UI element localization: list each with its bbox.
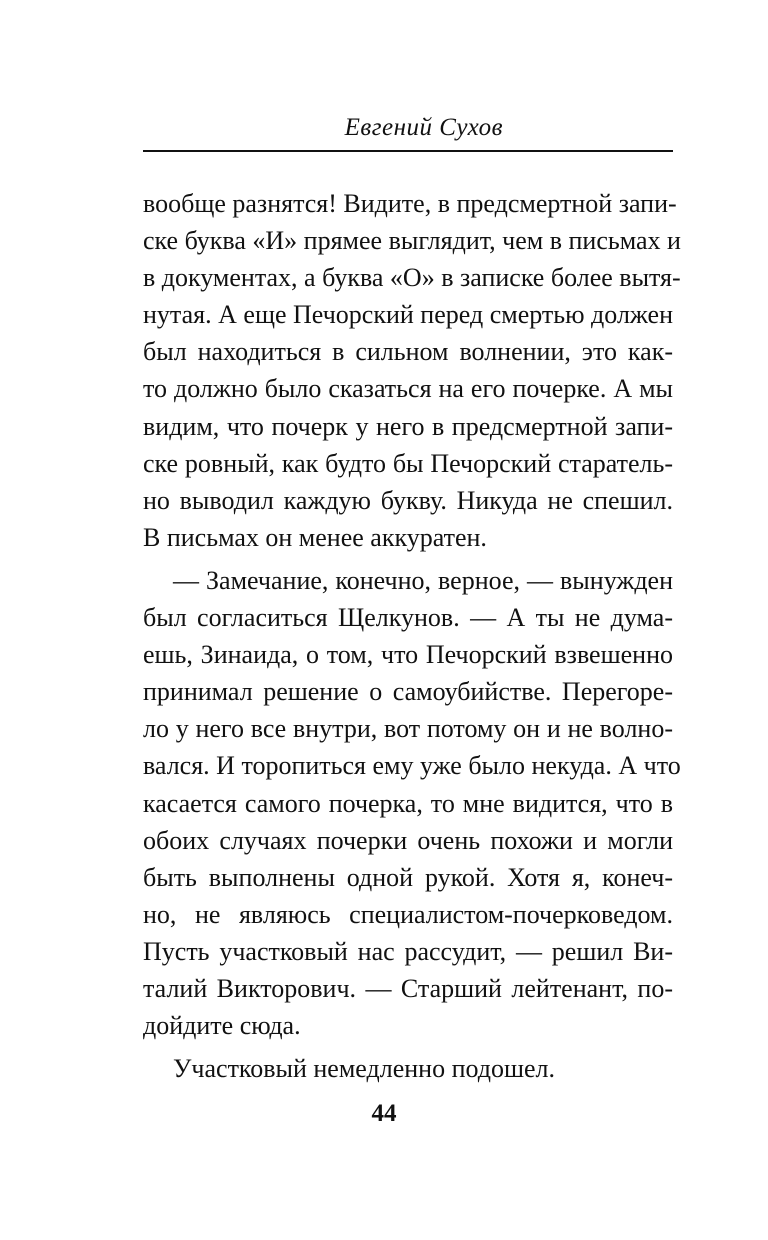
text-line: но, не являюсь специалистом-почерковедом. — [143, 899, 673, 929]
text-line: ешь, Зинаида, о том, что Печорский взвешенно — [143, 640, 673, 670]
text-line: вался. И торопиться ему уже было некуда. А что — [143, 751, 681, 781]
running-header — [143, 112, 673, 152]
text-line: нутая. А еще Печорский перед смертью должен — [143, 300, 673, 330]
text-line: вообще разнятся! Видите, в предсмертной запи- — [143, 189, 677, 218]
page-number: 44 — [371, 1100, 397, 1127]
text-line: Пусть участковый нас рассудит, — решил Ви- — [143, 936, 673, 966]
text-line: ске ровный, как будто бы Печорский старатель- — [143, 448, 673, 478]
text-line: — Замечание, конечно, верное, — вынужден — [173, 565, 673, 595]
text-line: видим, что почерк у него в предсмертной запи- — [143, 411, 673, 441]
running-title: Евгений Сухов — [344, 114, 503, 141]
text-line: то должно было сказаться на его почерке. А мы — [143, 374, 673, 404]
text-line: талий Викторович. — Старший лейтенант, по- — [143, 973, 673, 1003]
text-line: ло у него все внутри, вот потому он и не волно- — [143, 714, 673, 744]
text-line: дойдите сюда. — [143, 1011, 301, 1041]
text-line: в документах, а буква «О» в записке более вытя- — [143, 263, 681, 293]
text-line: касается самого почерка, то мне видится, что в — [143, 788, 673, 818]
text-line: быть выполнены одной рукой. Хотя я, конеч- — [143, 862, 673, 892]
text-line: ске буква «И» прямее выглядит, чем в письмах и — [143, 226, 681, 256]
text-line: был находиться в сильном волнении, это как- — [143, 337, 673, 367]
body-text — [143, 185, 681, 1087]
text-line: был согласиться Щелкунов. — А ты не дума- — [143, 603, 673, 633]
paragraph — [143, 185, 681, 556]
text-line: Участковый немедленно подошел. — [173, 1054, 556, 1084]
text-line: В письмах он менее аккуратен. — [143, 522, 487, 552]
text-line: но выводил каждую букву. Никуда не спешил. — [143, 485, 673, 515]
text-line: принимал решение о самоубийстве. Перегоре- — [143, 677, 673, 707]
text-line: обоих случаях почерки очень похожи и могли — [143, 825, 673, 855]
paragraph — [143, 562, 681, 1044]
paragraph — [143, 1050, 673, 1087]
